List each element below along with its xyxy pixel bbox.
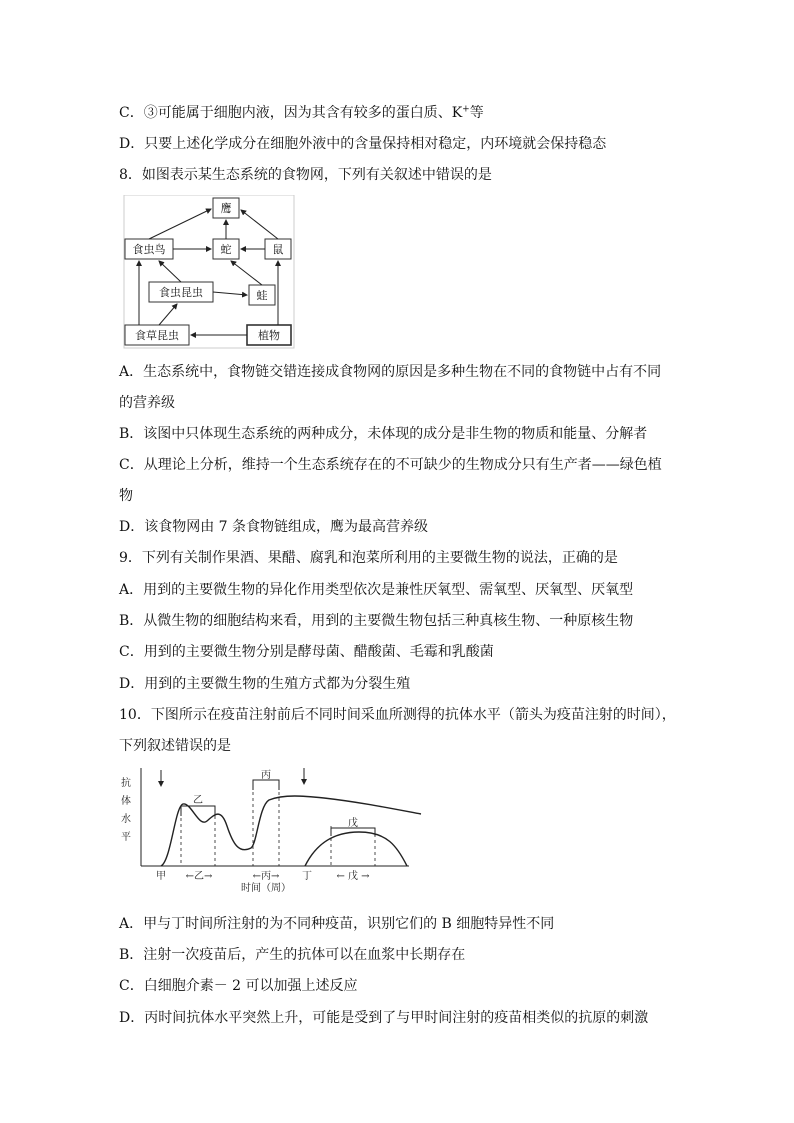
x-label-yi: ←乙→: [185, 871, 213, 882]
curve-antibody-wu: [305, 832, 407, 866]
x-label-bing: ←丙→: [252, 871, 280, 882]
label-insect-bird: 食虫鸟: [132, 243, 166, 256]
option-d-q7: D．只要上述化学成分在细胞外液中的含量保持相对稳定，内环境就会保持稳态: [119, 136, 607, 152]
question-10-line1: 10．下图所示在疫苗注射前后不同时间采血所测得的抗体水平（箭头为疫苗注射的时间），: [119, 707, 676, 723]
q9-option-a: A．用到的主要微生物的异化作用类型依次是兼性厌氧型、需氧型、厌氧型、厌氧型: [119, 582, 634, 598]
superscript-plus: +: [462, 104, 470, 115]
q8-option-c-line2: 物: [119, 488, 133, 504]
q8-option-c-line1: C．从理论上分析，维持一个生态系统存在的不可缺少的生物成分只有生产者——绿色植: [119, 457, 662, 473]
svg-text:平: 平: [121, 832, 131, 843]
label-herbivore-insect: 食草昆虫: [135, 329, 179, 342]
q8-option-a-line1: A．生态系统中，食物链交错连接成食物网的原因是多种生物在不同的食物链中占有不同: [119, 364, 662, 380]
svg-text:水: 水: [121, 814, 131, 825]
q9-option-b: B．从微生物的细胞结构来看，用到的主要微生物包括三种真核生物、一种原核生物: [119, 613, 634, 629]
label-frog: 蛙: [256, 289, 268, 302]
q9-option-d: D．用到的主要微生物的生殖方式都为分裂生殖: [119, 676, 411, 692]
q10-option-c: C．白细胞介素－ 2 可以加强上述反应: [119, 978, 358, 994]
antibody-level-figure: [119, 766, 434, 896]
food-web-diagram: [119, 195, 299, 351]
x-label-jia: 甲: [156, 871, 166, 882]
label-snake: 蛇: [220, 243, 232, 256]
question-10-line2: 下列叙述错误的是: [119, 738, 231, 754]
label-bing: 丙: [261, 770, 271, 781]
label-eagle: 鹰: [220, 202, 232, 215]
q10-option-a: A．甲与丁时间所注射的为不同种疫苗，识别它们的 B 细胞特异性不同: [119, 916, 555, 932]
x-label-ding: 丁: [302, 871, 312, 882]
option-c-q7-text: C．③可能属于细胞内液，因为其含有较多的蛋白质、K: [119, 105, 463, 121]
q10-option-b: B．注射一次疫苗后，产生的抗体可以在血浆中长期存在: [119, 947, 466, 963]
y-axis-label: [121, 776, 131, 843]
label-plant: 植物: [258, 329, 280, 342]
question-8: 8．如图表示某生态系统的食物网，下列有关叙述中错误的是: [119, 167, 492, 183]
x-label-time: 时间（周）: [241, 883, 291, 894]
question-9: 9．下列有关制作果酒、果醋、腐乳和泡菜所利用的主要微生物的说法，正确的是: [119, 550, 618, 566]
q8-option-b: B．该图中只体现生态系统的两种成分，未体现的成分是非生物的物质和能量、分解者: [119, 426, 648, 442]
x-label-wu: ← 戊 →: [336, 871, 370, 882]
label-wu: 戊: [348, 818, 358, 829]
label-insect-eater: 食虫昆虫: [159, 286, 203, 299]
q9-option-c: C．用到的主要微生物分别是酵母菌、醋酸菌、毛霉和乳酸菌: [119, 644, 494, 660]
label-yi: 乙: [193, 795, 203, 806]
option-c-q7-tail: 等: [469, 105, 484, 121]
option-c-q7: [119, 103, 484, 123]
label-mouse: 鼠: [272, 243, 284, 256]
q8-option-d: D．该食物网由 7 条食物链组成，鹰为最高营养级: [119, 519, 429, 535]
q8-option-a-line2: 的营养级: [119, 395, 175, 411]
q10-option-d: D．丙时间抗体水平突然上升，可能是受到了与甲时间注射的疫苗相类似的抗原的刺激: [119, 1010, 649, 1026]
svg-text:抗: 抗: [121, 778, 131, 789]
svg-text:体: 体: [121, 796, 131, 807]
